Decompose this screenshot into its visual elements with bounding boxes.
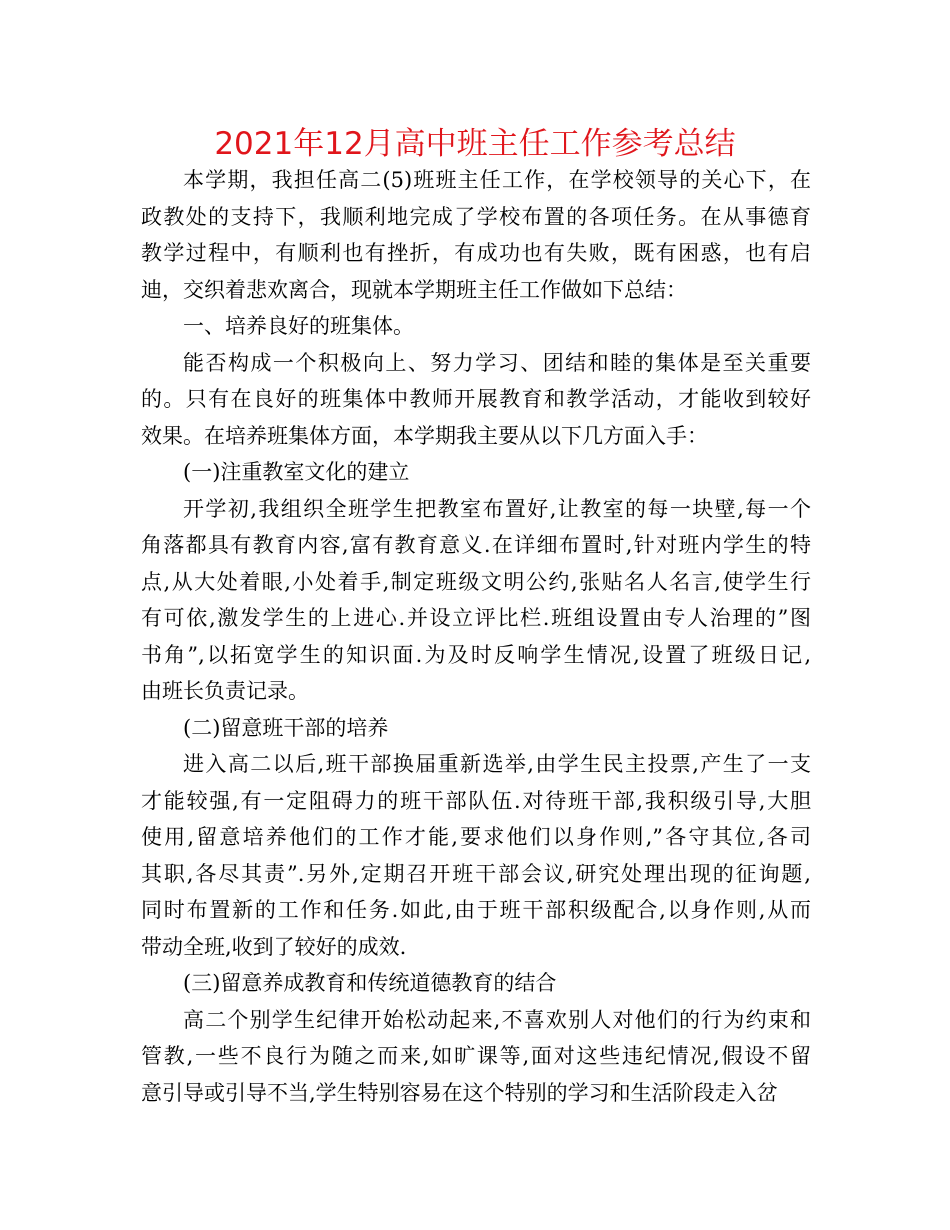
text-line: 意引导或引导不当,学生特别容易在这个特别的学习和生活阶段走入岔 bbox=[141, 1080, 778, 1105]
text-line: 其职,各尽其责”.另外,定期召开班干部会议,研究处理出现的征询题, bbox=[141, 861, 811, 886]
paragraph bbox=[141, 746, 811, 965]
text-line: 高二个别学生纪律开始松动起来,不喜欢别人对他们的行为约束和 bbox=[183, 1007, 811, 1032]
text-line: 由班长负责记录。 bbox=[141, 679, 309, 703]
text-line: 管教,一些不良行为随之而来,如旷课等,面对这些违纪情况,假设不留 bbox=[141, 1044, 811, 1068]
section-heading bbox=[141, 965, 811, 1002]
text-line: 的。只有在良好的班集体中教师开展教育和教学活动，才能收到较好 bbox=[141, 387, 811, 411]
heading-line: 一、培养良好的班集体。 bbox=[183, 314, 414, 338]
document-body bbox=[141, 162, 811, 1111]
text-line: 本学期，我担任高二(5)班班主任工作，在学校领导的关心下，在 bbox=[183, 168, 811, 192]
text-line: 能否构成一个积极向上、努力学习、团结和睦的集体是至关重要 bbox=[183, 350, 811, 375]
text-line: 开学初,我组织全班学生把教室布置好,让教室的每一块壁,每一个 bbox=[183, 496, 811, 521]
paragraph bbox=[141, 1002, 811, 1112]
text-line: 使用,留意培养他们的工作才能,要求他们以身作则,”各守其位,各司 bbox=[141, 825, 811, 849]
heading-line: (二)留意班干部的培养 bbox=[183, 715, 389, 740]
text-line: 教学过程中，有顺利也有挫折，有成功也有失败，既有困惑，也有启 bbox=[141, 241, 811, 265]
text-line: 点,从大处着眼,小处着手,制定班级文明公约,张贴名人名言,使学生行 bbox=[141, 569, 811, 594]
text-line: 有可依,激发学生的上进心.并设立评比栏.班组设置由专人治理的”图 bbox=[141, 606, 811, 630]
section-heading bbox=[141, 454, 811, 491]
text-line: 进入高二以后,班干部换届重新选举,由学生民主投票,产生了一支 bbox=[183, 752, 811, 776]
text-line: 才能较强,有一定阻碍力的班干部队伍.对待班干部,我积级引导,大胆 bbox=[141, 788, 811, 813]
paragraph bbox=[141, 345, 811, 455]
section-heading bbox=[141, 710, 811, 747]
text-line: 政教处的支持下，我顺利地完成了学校布置的各项任务。在从事德育 bbox=[141, 204, 811, 229]
paragraph bbox=[141, 491, 811, 710]
text-line: 同时布置新的工作和任务.如此,由于班干部积级配合,以身作则,从而 bbox=[141, 898, 811, 922]
text-line: 迪，交织着悲欢离合，现就本学期班主任工作做如下总结： bbox=[141, 277, 687, 302]
section-heading bbox=[141, 308, 811, 345]
text-line: 角落都具有教育内容,富有教育意义.在详细布置时,针对班内学生的特 bbox=[141, 533, 811, 557]
heading-line: (三)留意养成教育和传统道德教育的结合 bbox=[183, 971, 557, 995]
paragraph bbox=[141, 162, 811, 308]
text-line: 效果。在培养班集体方面，本学期我主要从以下几方面入手： bbox=[141, 423, 708, 448]
text-line: 带动全班,收到了较好的成效. bbox=[141, 934, 407, 959]
heading-line: (一)注重教室文化的建立 bbox=[183, 460, 410, 484]
text-line: 书角”,以拓宽学生的知识面.为及时反响学生情况,设置了班级日记, bbox=[141, 642, 811, 667]
document-title: 2021年12月高中班主任工作参考总结 bbox=[214, 126, 736, 162]
